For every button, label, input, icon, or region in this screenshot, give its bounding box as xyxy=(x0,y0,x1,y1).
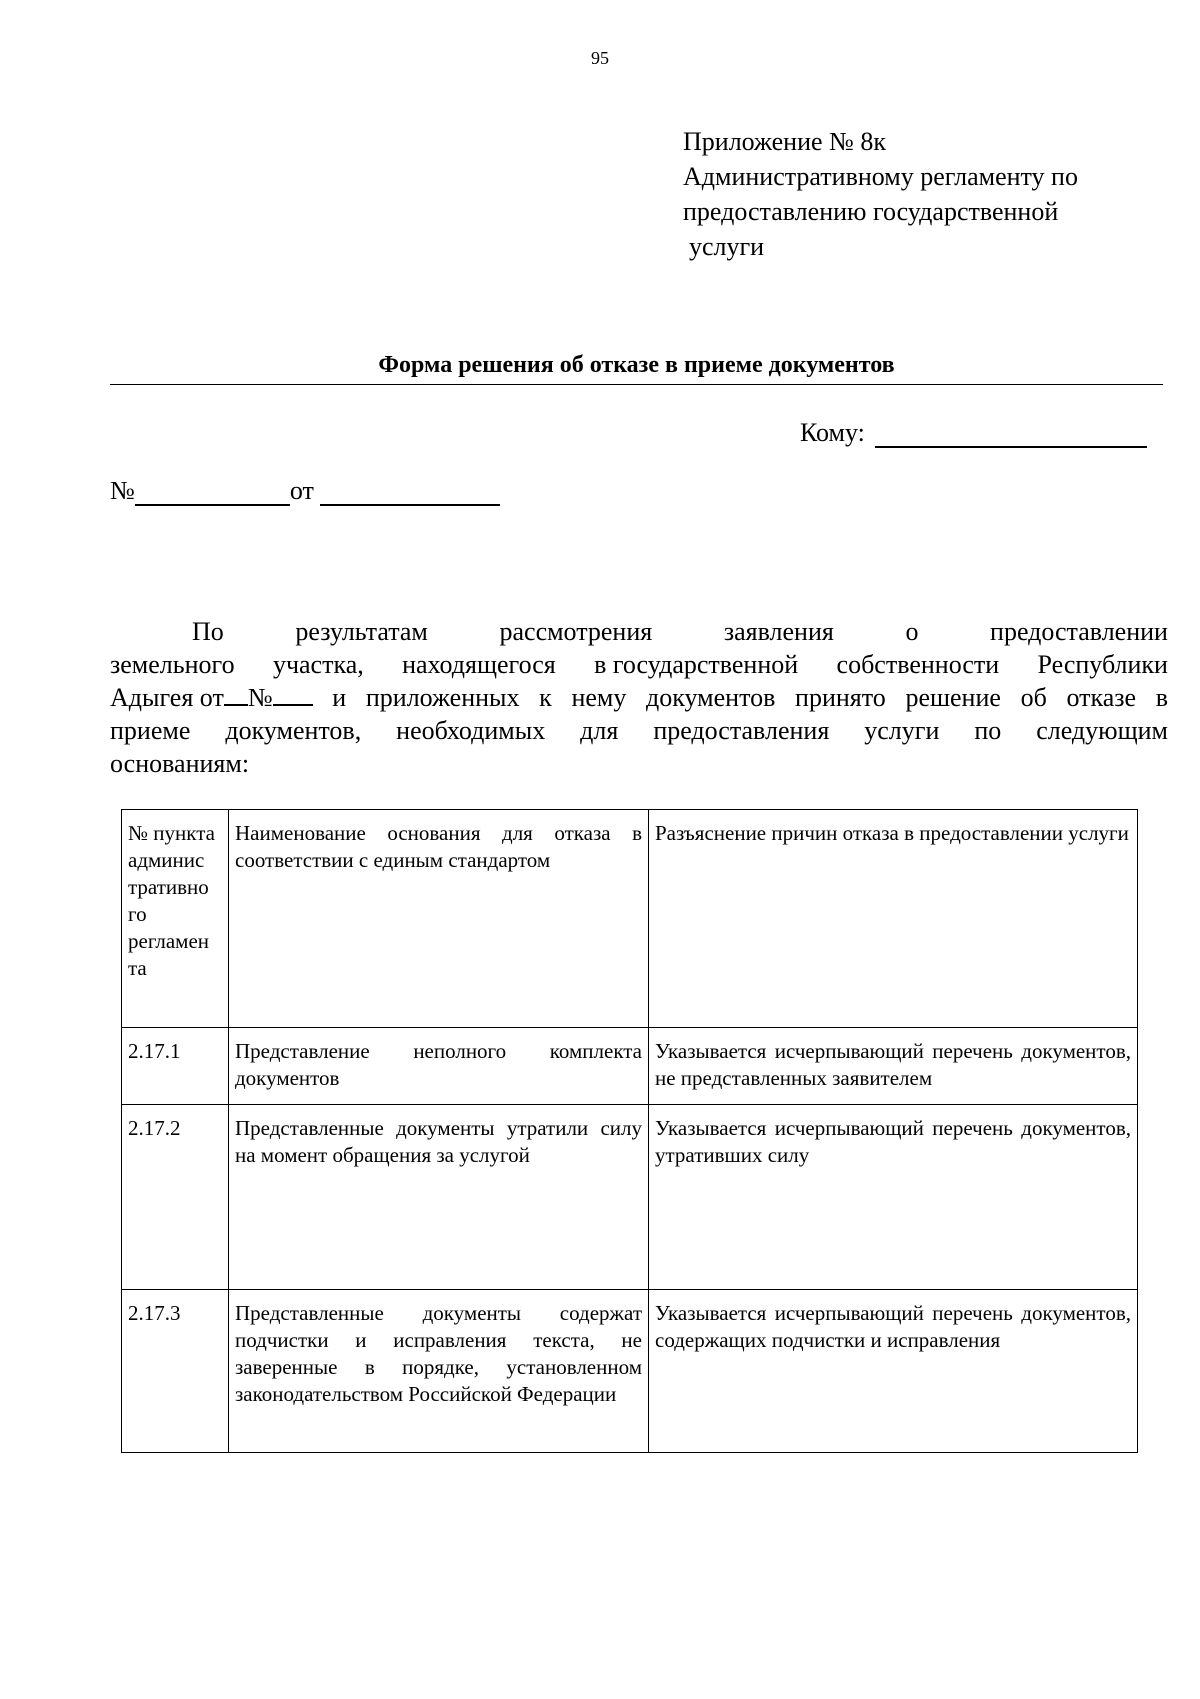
word: предоставления xyxy=(653,716,830,745)
word: заявления xyxy=(723,617,834,646)
refusal-grounds-table xyxy=(121,809,1138,1453)
word: документов xyxy=(646,683,776,712)
word: приеме xyxy=(110,716,191,745)
paragraph-line-4 xyxy=(110,714,1168,747)
paragraph-line-3 xyxy=(110,681,1168,714)
word: необходимых xyxy=(396,716,546,745)
decision-date-blank[interactable] xyxy=(320,478,500,506)
word: принято xyxy=(795,683,886,712)
application-ref xyxy=(110,681,313,714)
row-clause-number: 2.17.2 xyxy=(122,1105,229,1290)
row-clause-number: 2.17.1 xyxy=(122,1028,229,1105)
row-clause-number: 2.17.3 xyxy=(122,1290,229,1453)
decision-number-line xyxy=(110,476,500,506)
word: следующим xyxy=(1036,716,1168,745)
appendix-line-1: Приложение № 8к xyxy=(683,127,886,156)
word: к xyxy=(539,683,552,712)
word: участка, xyxy=(272,650,364,679)
row-explanation: Указывается исчерпывающий перечень документов, содержащих подчистки и исправления xyxy=(649,1290,1138,1453)
word: по xyxy=(974,716,1002,745)
application-date-blank[interactable] xyxy=(224,682,248,706)
header-clause-number: № пункта админис тративно го регламен та xyxy=(122,810,229,1028)
word: предоставлении xyxy=(990,617,1168,646)
word: в государственной xyxy=(594,650,799,679)
application-number-blank[interactable] xyxy=(273,682,313,706)
row-explanation: Указывается исчерпывающий перечень документов, не представленных заявителем xyxy=(649,1028,1138,1105)
word: нему xyxy=(571,683,627,712)
row-basis: Представленные документы содержат подчистки и исправления текста, не заверенные в порядке, установленном законодательством Российской Федерации xyxy=(229,1290,649,1453)
word: решение xyxy=(905,683,1001,712)
word: документов, xyxy=(225,716,362,745)
word: отказе xyxy=(1066,683,1137,712)
recipient-label: Кому: xyxy=(800,418,865,447)
appendix-header xyxy=(683,124,1163,264)
appendix-line-4: услуги xyxy=(689,232,765,261)
word: об xyxy=(1020,683,1047,712)
paragraph-line-5 xyxy=(110,747,1168,780)
word: приложенных xyxy=(365,683,520,712)
word: Республики xyxy=(1037,650,1168,679)
title-underline xyxy=(110,384,1163,385)
word: для xyxy=(580,716,619,745)
table-row xyxy=(122,1028,1138,1105)
appendix-line-2: Административному регламенту по xyxy=(683,162,1078,191)
word: услуги xyxy=(864,716,940,745)
paragraph-line-1 xyxy=(110,615,1168,648)
word: По xyxy=(192,617,224,646)
appendix-line-3: предоставлению государственной xyxy=(683,197,1059,226)
word: основаниям: xyxy=(110,749,250,778)
word: результатам xyxy=(295,617,428,646)
table-row xyxy=(122,1290,1138,1453)
word: земельного xyxy=(110,650,235,679)
decision-number-blank[interactable] xyxy=(135,478,290,506)
form-title: Форма решения об отказе в приеме документов xyxy=(378,352,895,378)
decision-paragraph xyxy=(110,615,1168,780)
number-sign: № xyxy=(110,476,135,505)
paragraph-line-2 xyxy=(110,648,1168,681)
recipient-field xyxy=(800,418,1147,448)
word: и xyxy=(332,683,347,712)
recipient-blank[interactable] xyxy=(875,420,1147,448)
header-basis: Наименование основания для отказа в соответствии с единым стандартом xyxy=(229,810,649,1028)
row-basis: Представление неполного комплекта документов xyxy=(229,1028,649,1105)
word: рассмотрения xyxy=(499,617,653,646)
word: находящегося xyxy=(402,650,556,679)
table-row xyxy=(122,1105,1138,1290)
word: в xyxy=(1155,683,1168,712)
table-header-row xyxy=(122,810,1138,1028)
row-basis: Представленные документы утратили силу на момент обращения за услугой xyxy=(229,1105,649,1290)
date-prefix: от xyxy=(289,476,314,505)
word: о xyxy=(905,617,919,646)
application-number-label: № xyxy=(247,683,273,712)
word: собственности xyxy=(836,650,1000,679)
header-explanation: Разъяснение причин отказа в предоставлении услуги xyxy=(649,810,1138,1028)
application-date-label: Адыгея от xyxy=(110,683,224,712)
row-explanation: Указывается исчерпывающий перечень документов, утративших силу xyxy=(649,1105,1138,1290)
page-number: 95 xyxy=(591,48,609,68)
